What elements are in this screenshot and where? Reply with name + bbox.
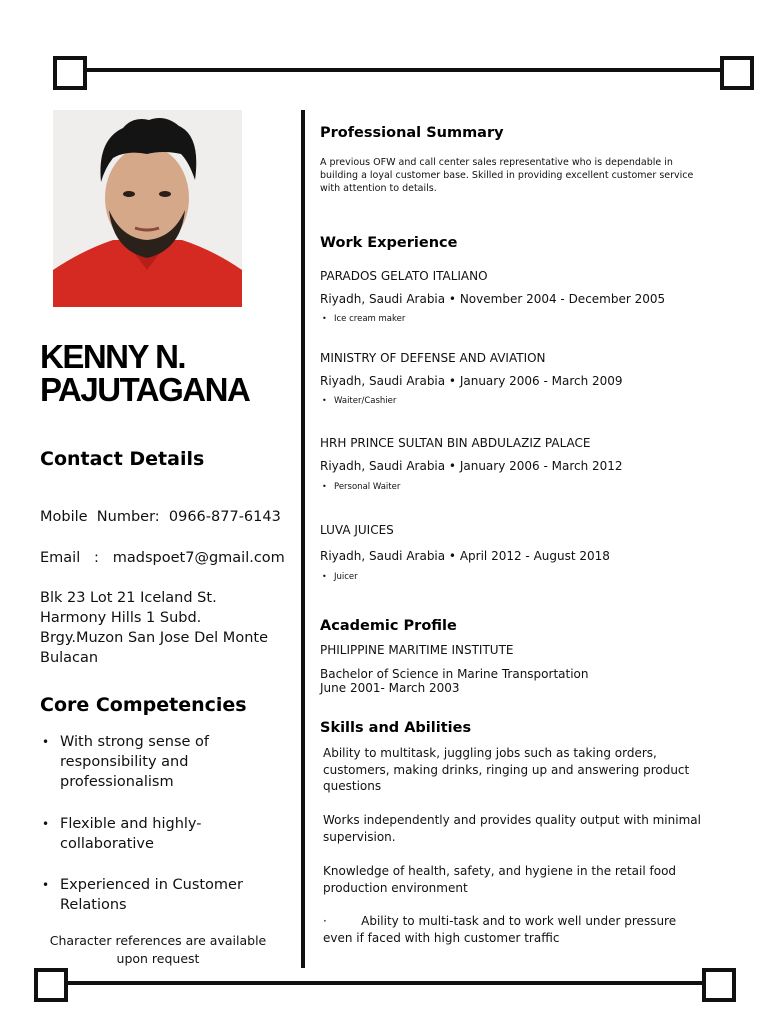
column-divider xyxy=(301,110,305,968)
professional-summary-text: A previous OFW and call center sales representative who is dependable in building a loyal customer base. Skilled in providing excellent customer service with attention to details. xyxy=(320,157,694,194)
address-line: Blk 23 Lot 21 Iceland St. xyxy=(40,590,217,606)
top-right-corner-square xyxy=(720,56,754,90)
skill-item: · Ability to multi-task and to work well under pressure even if faced with high customer traffic xyxy=(323,914,680,945)
job-company: PARADOS GELATO ITALIANO xyxy=(320,269,488,283)
bullet-icon: • xyxy=(42,735,50,749)
bullet-icon: • xyxy=(322,572,327,581)
contact-details-heading: Contact Details xyxy=(40,448,205,470)
professional-summary-heading: Professional Summary xyxy=(320,125,504,141)
profile-photo xyxy=(53,110,242,307)
address-line: Bulacan xyxy=(40,650,99,666)
email-address: Email : madspoet7@gmail.com xyxy=(40,550,285,566)
degree: Bachelor of Science in Marine Transportation xyxy=(320,667,589,681)
references-note: Character references are available upon request xyxy=(49,933,267,966)
skill-item: Knowledge of health, safety, and hygiene in the retail food production environment xyxy=(323,864,677,895)
school-name: PHILIPPINE MARITIME INSTITUTE xyxy=(320,643,514,657)
job-role: • Ice cream maker xyxy=(322,314,406,324)
skills-heading: Skills and Abilities xyxy=(320,720,472,736)
competency-item: • Flexible and highly-collaborative xyxy=(42,816,202,852)
academic-profile-heading: Academic Profile xyxy=(320,618,457,634)
address-line: Harmony Hills 1 Subd. xyxy=(40,610,202,626)
candidate-name-line-1: KENNY N. xyxy=(40,338,186,375)
candidate-name xyxy=(40,340,290,406)
job-details: Riyadh, Saudi Arabia • April 2012 - August 2018 xyxy=(320,549,610,563)
job-details: Riyadh, Saudi Arabia • January 2006 - March 2009 xyxy=(320,374,623,388)
core-competencies-heading: Core Competencies xyxy=(40,694,247,716)
skill-item: Works independently and provides quality output with minimal supervision. xyxy=(323,813,701,844)
job-company: MINISTRY OF DEFENSE AND AVIATION xyxy=(320,351,546,365)
bottom-border-line xyxy=(50,981,720,985)
bottom-left-corner-square xyxy=(34,968,68,1002)
address-line: Brgy.Muzon San Jose Del Monte xyxy=(40,630,268,646)
bottom-right-corner-square xyxy=(702,968,736,1002)
competency-item: • Experienced in Customer Relations xyxy=(42,877,243,913)
job-company: HRH PRINCE SULTAN BIN ABDULAZIZ PALACE xyxy=(320,436,591,450)
job-role: • Juicer xyxy=(322,572,358,582)
job-role: • Waiter/Cashier xyxy=(322,396,397,406)
postal-address xyxy=(40,588,268,668)
bullet-icon: • xyxy=(322,482,327,491)
bullet-icon: • xyxy=(42,817,50,831)
job-details: Riyadh, Saudi Arabia • November 2004 - December 2005 xyxy=(320,292,666,306)
job-role: • Personal Waiter xyxy=(322,482,401,492)
work-experience-heading: Work Experience xyxy=(320,235,458,251)
job-details: Riyadh, Saudi Arabia • January 2006 - March 2012 xyxy=(320,459,623,473)
bullet-icon: • xyxy=(322,314,327,323)
top-left-corner-square xyxy=(53,56,87,90)
job-company: LUVA JUICES xyxy=(320,523,394,537)
top-border-line xyxy=(70,68,734,72)
bullet-icon: • xyxy=(322,396,327,405)
bullet-icon: • xyxy=(42,878,50,892)
academic-dates: June 2001- March 2003 xyxy=(320,681,460,695)
competency-item: • With strong sense of responsibility and professionalism xyxy=(42,734,210,790)
mobile-number: Mobile Number: 0966-877-6143 xyxy=(40,509,281,525)
skill-item: Ability to multitask, juggling jobs such as taking orders, customers, making drinks, ringing up and answering product questions xyxy=(323,746,690,793)
candidate-name-line-2: PAJUTAGANA xyxy=(40,371,250,408)
